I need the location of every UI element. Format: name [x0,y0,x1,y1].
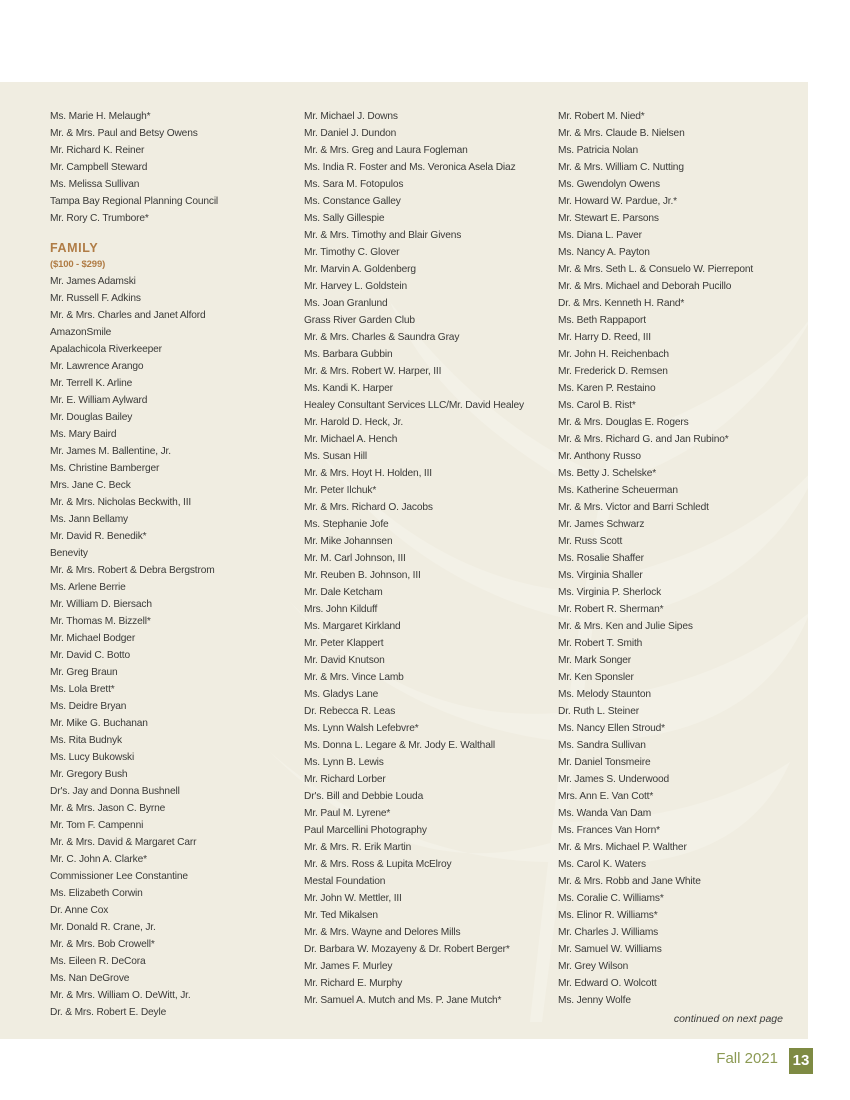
donor-name: Mr. & Mrs. Richard G. and Jan Rubino* [558,434,729,445]
donor-name: Mr. Howard W. Pardue, Jr.* [558,196,677,207]
donor-name: Mr. James Adamski [50,276,136,287]
donor-name: Mr. & Mrs. Timothy and Blair Givens [304,230,462,241]
donor-name: Ms. Virginia P. Sherlock [558,587,662,598]
donor-name: Ms. Beth Rappaport [558,315,646,326]
donor-name: Ms. Deidre Bryan [50,701,127,712]
donor-name: Mr. Mike G. Buchanan [50,718,148,729]
donor-name: Mr. Harvey L. Goldstein [304,281,407,292]
donor-name: Ms. Barbara Gubbin [304,349,393,360]
donor-name: Mr. & Mrs. William C. Nutting [558,162,684,173]
donor-name: Ms. Lola Brett* [50,684,115,695]
donor-name: Mr. M. Carl Johnson, III [304,553,406,564]
donor-name: Mr. Samuel A. Mutch and Ms. P. Jane Mutch* [304,995,502,1006]
donor-name: Mr. C. John A. Clarke* [50,854,147,865]
donor-name: Dr. Anne Cox [50,905,109,916]
donor-name: Mr. & Mrs. Robert & Debra Bergstrom [50,565,215,576]
donor-column-2 [304,108,524,1009]
donor-name: Mestal Foundation [304,876,386,887]
donor-name: Ms. Carol B. Rist* [558,400,636,411]
donor-name: Mr. & Mrs. William O. DeWitt, Jr. [50,990,191,1001]
donor-name: Ms. Susan Hill [304,451,368,462]
donor-name: Mr. Reuben B. Johnson, III [304,570,421,581]
section-range: ($100 - $299) [50,259,106,270]
donor-name: Ms. Elinor R. Williams* [558,910,658,921]
donor-name: Mrs. Ann E. Van Cott* [558,791,654,802]
donor-name: Ms. Christine Bamberger [50,463,160,474]
donor-name: Mr. Robert T. Smith [558,638,643,649]
donor-name: Paul Marcellini Photography [304,825,427,836]
donor-name: Mr. Michael J. Downs [304,111,398,122]
continued-note: continued on next page [673,1013,783,1025]
donor-name: Mr. Ted Mikalsen [304,910,378,921]
donor-name: Dr. & Mrs. Robert E. Deyle [50,1007,167,1018]
donor-name: Ms. Stephanie Jofe [304,519,389,530]
donor-name: Ms. India R. Foster and Ms. Veronica Asela Diaz [304,162,516,173]
donor-name: Mr. Richard E. Murphy [304,978,403,989]
donor-name: Mr. Paul M. Lyrene* [304,808,391,819]
donor-name: Mrs. John Kilduff [304,604,378,615]
donor-name: Mr. & Mrs. Seth L. & Consuelo W. Pierrepont [558,264,754,275]
donor-name: Dr. & Mrs. Kenneth H. Rand* [558,298,685,309]
donor-name: Mr. John H. Reichenbach [558,349,669,360]
donor-name: Ms. Sally Gillespie [304,213,385,224]
donor-name: Mr. Thomas M. Bizzell* [50,616,151,627]
donor-name: Mr. Dale Ketcham [304,587,383,598]
donor-name: Mr. Greg Braun [50,667,118,678]
donor-name: Ms. Marie H. Melaugh* [50,111,151,122]
donor-name: Dr. Ruth L. Steiner [558,706,639,717]
donor-name: Mr. Robert R. Sherman* [558,604,664,615]
donor-name: Mr. & Mrs. Ken and Julie Sipes [558,621,693,632]
donor-name: Mr. David R. Benedik* [50,531,147,542]
donor-name: Ms. Mary Baird [50,429,117,440]
donor-name: Mr. & Mrs. Hoyt H. Holden, III [304,468,432,479]
donor-name: Ms. Sandra Sullivan [558,740,646,751]
donor-name: Mr. Terrell K. Arline [50,378,133,389]
donor-name: Ms. Jenny Wolfe [558,995,631,1006]
donor-name: Ms. Coralie C. Williams* [558,893,664,904]
donor-name: Mr. Gregory Bush [50,769,128,780]
donor-column-3 [558,108,753,1009]
donor-name: Ms. Karen P. Restaino [558,383,656,394]
donor-name: Ms. Sara M. Fotopulos [304,179,404,190]
donor-name: Mr. & Mrs. Vince Lamb [304,672,404,683]
donor-name: Mr. John W. Mettler, III [304,893,402,904]
donor-name: Mr. James M. Ballentine, Jr. [50,446,171,457]
donor-name: Ms. Gwendolyn Owens [558,179,660,190]
donor-name: Mr. & Mrs. Charles and Janet Alford [50,310,206,321]
donor-name: Mr. & Mrs. Ross & Lupita McElroy [304,859,452,870]
donor-name: Mr. Timothy C. Glover [304,247,400,258]
donor-name: Ms. Frances Van Horn* [558,825,660,836]
donor-name: Mr. Edward O. Wolcott [558,978,657,989]
donor-name: Mr. Stewart E. Parsons [558,213,659,224]
donor-name: Ms. Elizabeth Corwin [50,888,143,899]
donor-name: Ms. Virginia Shaller [558,570,643,581]
donor-name: Mr. & Mrs. Bob Crowell* [50,939,155,950]
donor-name: Mr. David Knutson [304,655,385,666]
donor-name: Ms. Arlene Berrie [50,582,126,593]
donor-name: Mr. William D. Biersach [50,599,152,610]
donor-name: Mr. Daniel Tonsmeire [558,757,651,768]
donor-name: Ms. Carol K. Waters [558,859,646,870]
donor-name: Mr. Tom F. Campenni [50,820,144,831]
donor-name: Mr. Harold D. Heck, Jr. [304,417,404,428]
donor-name: Grass River Garden Club [304,315,415,326]
donor-name: Mrs. Jane C. Beck [50,480,131,491]
donor-name: Ms. Eileen R. DeCora [50,956,146,967]
donor-name: Mr. Russ Scott [558,536,623,547]
donor-name: Mr. Donald R. Crane, Jr. [50,922,156,933]
donor-name: Mr. Anthony Russo [558,451,641,462]
donor-name: Ms. Constance Galley [304,196,401,207]
donor-name: Mr. & Mrs. David & Margaret Carr [50,837,197,848]
donor-name: Ms. Lynn Walsh Lefebvre* [304,723,419,734]
donor-name: Mr. E. William Aylward [50,395,148,406]
donor-name: Mr. & Mrs. Douglas E. Rogers [558,417,689,428]
donor-name: Ms. Diana L. Paver [558,230,642,241]
donor-name: Mr. Rory C. Trumbore* [50,213,149,224]
donor-name: Mr. & Mrs. Paul and Betsy Owens [50,128,198,139]
donor-name: Mr. Charles J. Williams [558,927,659,938]
donor-name: Ms. Melody Staunton [558,689,651,700]
donor-name: Mr. & Mrs. Robb and Jane White [558,876,701,887]
donor-name: Dr's. Jay and Donna Bushnell [50,786,180,797]
donor-name: Mr. Michael Bodger [50,633,136,644]
donor-name: Mr. Ken Sponsler [558,672,634,683]
donor-name: Mr. Peter Klappert [304,638,384,649]
donor-name: Mr. Mark Songer [558,655,632,666]
donor-name: Mr. & Mrs. Greg and Laura Fogleman [304,145,468,156]
donor-name: Ms. Nancy Ellen Stroud* [558,723,665,734]
donor-name: Ms. Rita Budnyk [50,735,122,746]
donor-name: Tampa Bay Regional Planning Council [50,196,219,207]
donor-name: Ms. Betty J. Schelske* [558,468,657,479]
donor-name: Mr. James F. Murley [304,961,393,972]
donor-name: Mr. Grey Wilson [558,961,629,972]
donor-name: Mr. & Mrs. R. Erik Martin [304,842,412,853]
donor-name: Dr. Barbara W. Mozayeny & Dr. Robert Berger* [304,944,510,955]
donor-name: Ms. Kandi K. Harper [304,383,393,394]
donor-name: Mr. Samuel W. Williams [558,944,662,955]
donor-name: Mr. David C. Botto [50,650,130,661]
section-heading: FAMILY [50,241,99,255]
donor-name: Mr. James Schwarz [558,519,645,530]
donor-name: Mr. & Mrs. Michael P. Walther [558,842,687,853]
donor-name: Mr. James S. Underwood [558,774,670,785]
donor-name: Mr. Michael A. Hench [304,434,398,445]
donor-name: Ms. Gladys Lane [304,689,379,700]
donor-name: Mr. & Mrs. Jason C. Byrne [50,803,166,814]
page-number-badge: 13 [789,1048,813,1074]
donor-name: Mr. & Mrs. Charles & Saundra Gray [304,332,460,343]
donor-name: Mr. Campbell Steward [50,162,148,173]
donor-name: Mr. Lawrence Arango [50,361,144,372]
donor-column-1 [50,108,218,1021]
donor-name: Mr. & Mrs. Robert W. Harper, III [304,366,442,377]
donor-name: Mr. Richard Lorber [304,774,386,785]
donor-name: Commissioner Lee Constantine [50,871,188,882]
donor-name: Mr. Harry D. Reed, III [558,332,651,343]
donor-name: AmazonSmile [50,327,112,338]
donor-name: Mr. Peter Ilchuk* [304,485,377,496]
donor-name: Ms. Patricia Nolan [558,145,638,156]
donor-name: Ms. Melissa Sullivan [50,179,140,190]
donor-name: Mr. & Mrs. Wayne and Delores Mills [304,927,461,938]
donor-name: Ms. Wanda Van Dam [558,808,652,819]
donor-name: Mr. & Mrs. Claude B. Nielsen [558,128,685,139]
footer-season: Fall 2021 [716,1050,778,1067]
donor-name: Mr. Daniel J. Dundon [304,128,397,139]
donor-name: Mr. & Mrs. Michael and Deborah Pucillo [558,281,732,292]
donor-name: Mr. & Mrs. Richard O. Jacobs [304,502,433,513]
donor-name: Ms. Margaret Kirkland [304,621,401,632]
donor-name: Healey Consultant Services LLC/Mr. David Healey [304,400,525,411]
donor-name: Ms. Nancy A. Payton [558,247,650,258]
donor-name: Ms. Katherine Scheuerman [558,485,678,496]
donor-name: Mr. Richard K. Reiner [50,145,145,156]
donor-name: Apalachicola Riverkeeper [50,344,162,355]
donor-name: Ms. Rosalie Shaffer [558,553,644,564]
donor-name: Mr. Marvin A. Goldenberg [304,264,416,275]
donor-name: Mr. Mike Johannsen [304,536,393,547]
donor-name: Mr. Robert M. Nied* [558,111,645,122]
donor-name: Ms. Nan DeGrove [50,973,130,984]
donor-name: Dr. Rebecca R. Leas [304,706,396,717]
donor-name: Ms. Jann Bellamy [50,514,128,525]
donor-name: Mr. & Mrs. Nicholas Beckwith, III [50,497,192,508]
donor-name: Mr. Russell F. Adkins [50,293,141,304]
donor-name: Ms. Joan Granlund [304,298,388,309]
donor-name: Dr's. Bill and Debbie Louda [304,791,424,802]
donor-name: Mr. Frederick D. Remsen [558,366,668,377]
donor-name: Ms. Lucy Bukowski [50,752,135,763]
donor-name: Benevity [50,548,88,559]
donor-name: Mr. Douglas Bailey [50,412,133,423]
donor-name: Mr. & Mrs. Victor and Barri Schledt [558,502,709,513]
donor-name: Ms. Lynn B. Lewis [304,757,384,768]
donor-name: Ms. Donna L. Legare & Mr. Jody E. Walthall [304,740,495,751]
